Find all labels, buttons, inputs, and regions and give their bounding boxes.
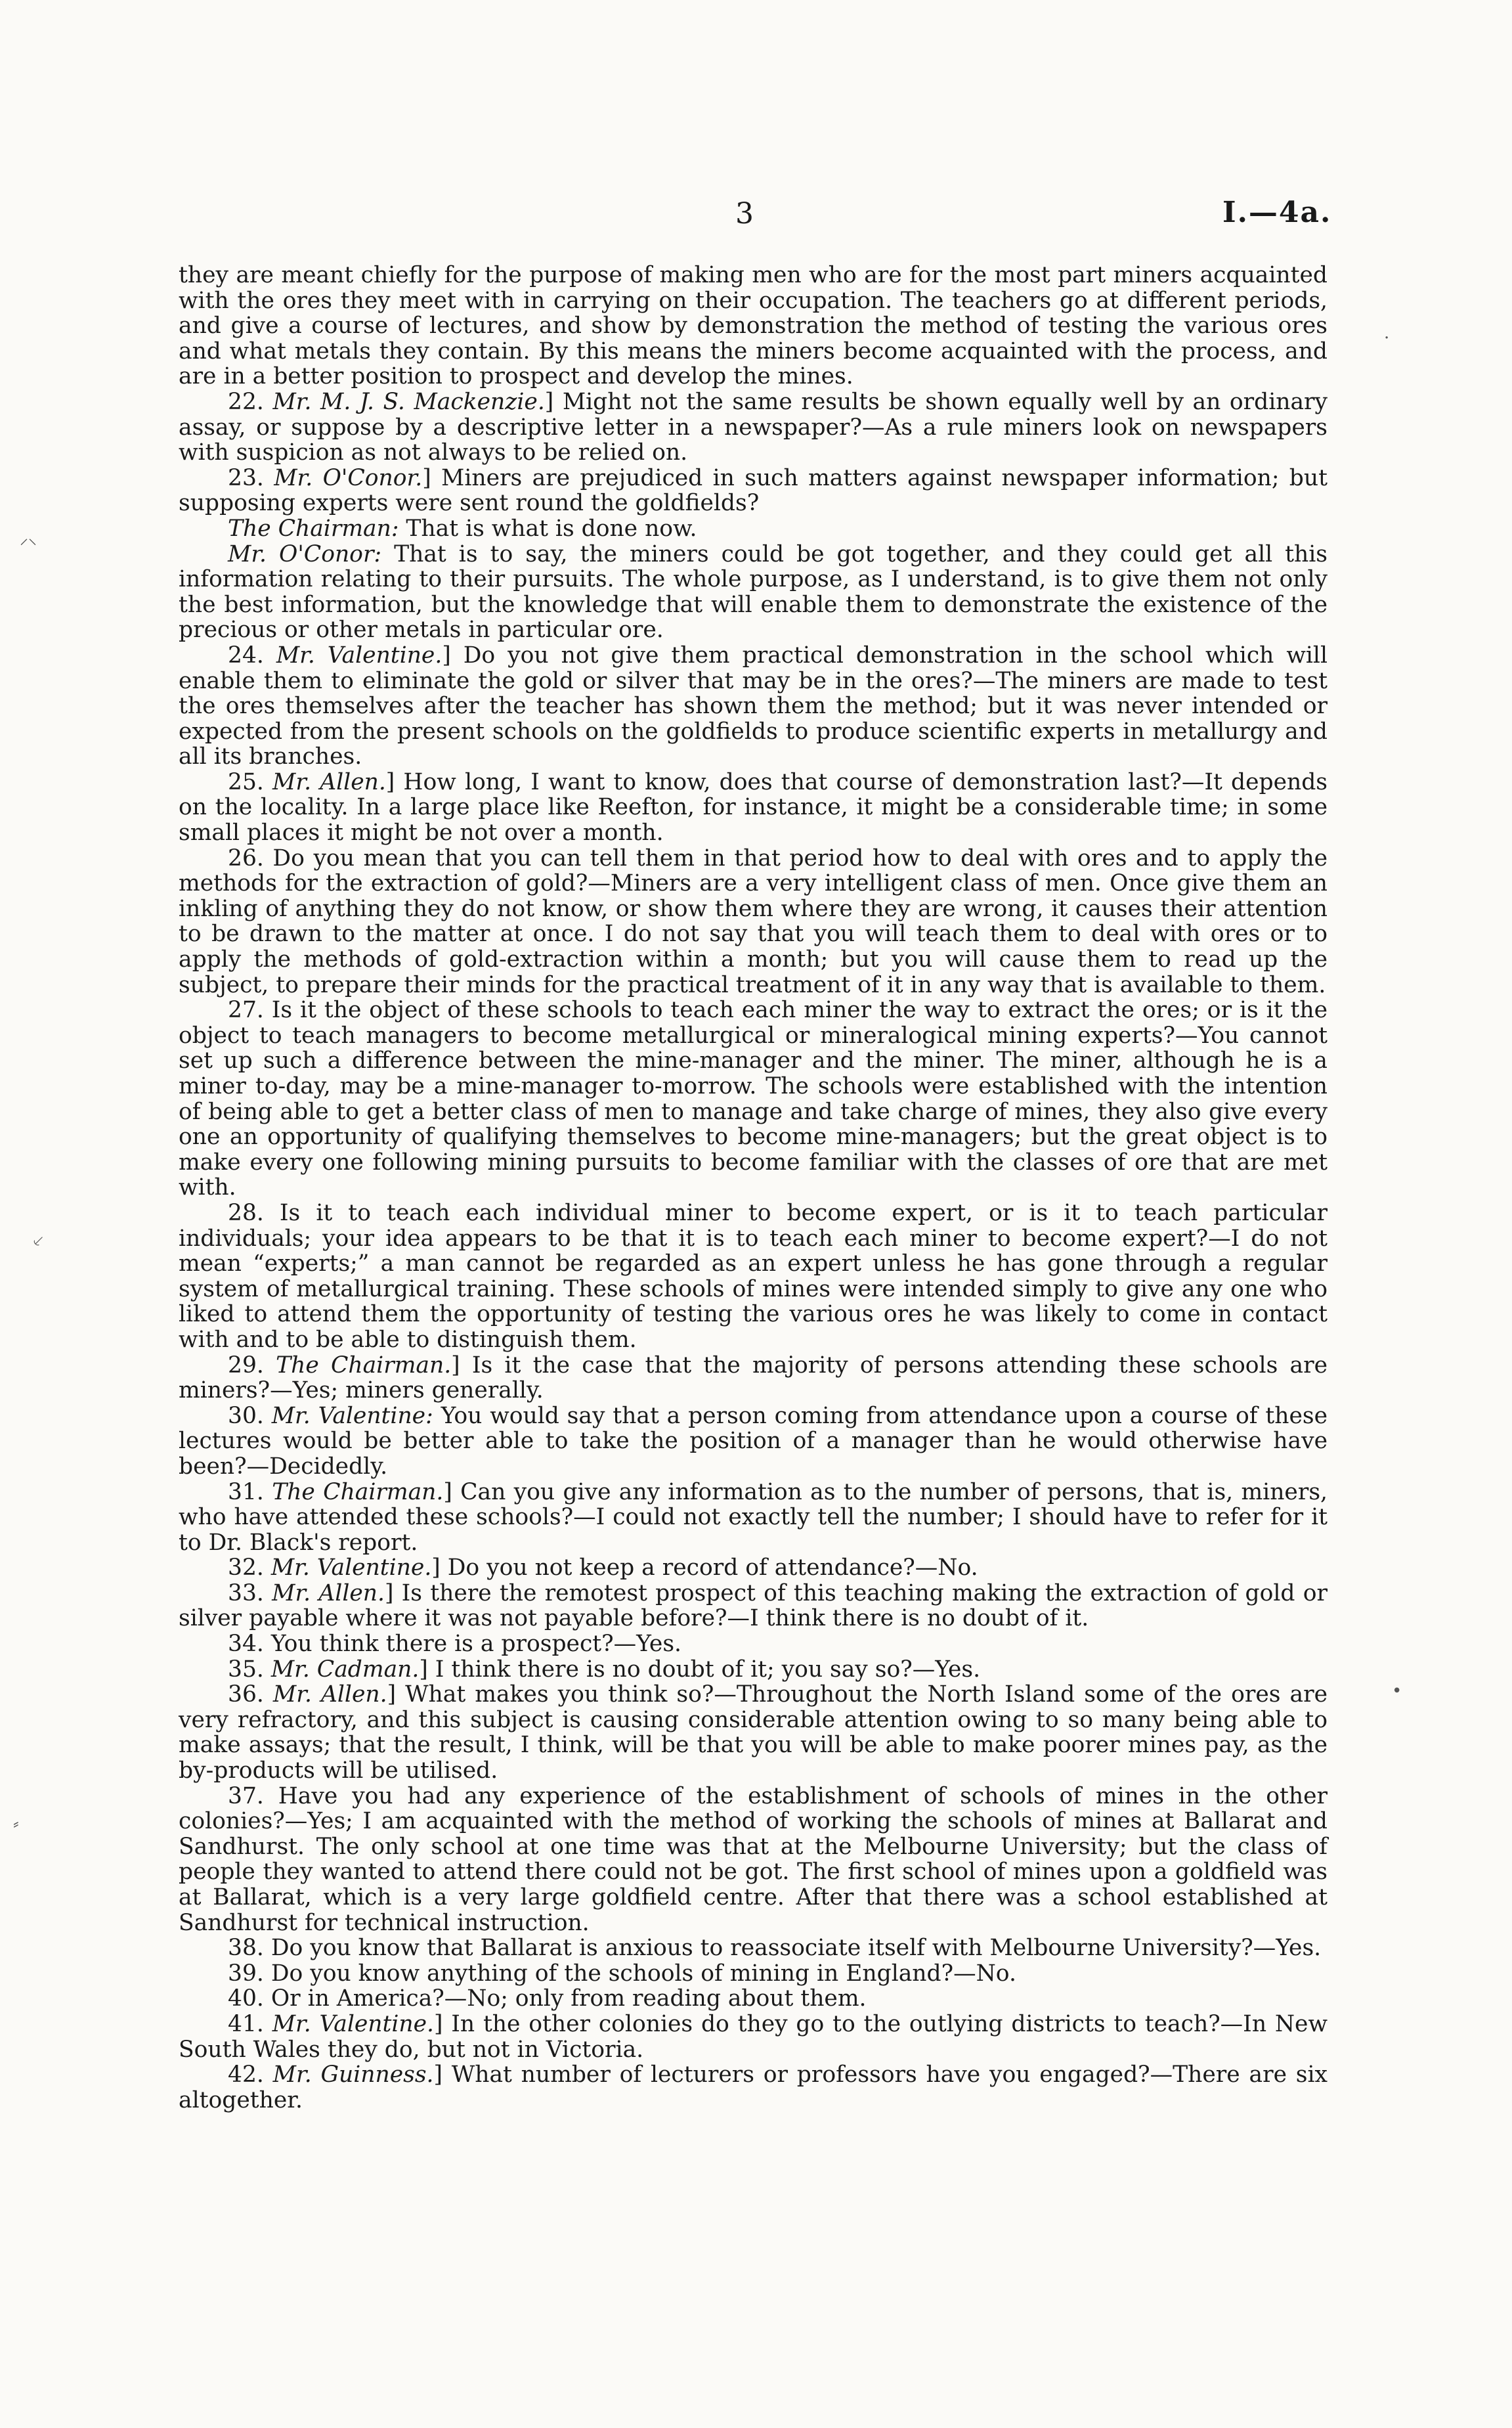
paragraph-text: 24. — [228, 642, 276, 669]
paragraph-text: ] Is it the case that the majority of persons attending these schools are miners?—Yes; miners generally. — [179, 1352, 1328, 1404]
paragraph-text: 35. — [228, 1656, 271, 1683]
paragraph-text: ] Is there the remotest prospect of this teaching making the extraction of gold or silver payable where it was not payable before?—I think there is no doubt of it. — [179, 1579, 1328, 1632]
speaker-name: Mr. Cadman. — [270, 1656, 420, 1683]
paragraph-text: ] Do you not keep a record of attendance?—No. — [431, 1555, 978, 1581]
speaker-name: Mr. Valentine. — [276, 642, 443, 669]
paragraph-text: 27. Is it the object of these schools to teach each miner the way to extract the ores; or is it the object to teach managers to become metallurgical or mineralogical mining experts?—You cannot set up such a difference between the mine-manager and the miner. The miner, although he is a miner to-day, may be a mine-manager to-morrow. The schools were established with the intention of being able to get a better class of men to manage and take charge of mines, they also give every one an opportunity of qualifying themselves to become mine-managers; but the great object is to make every one following mining pursuits to become familiar with the classes of ore that are met with. — [179, 997, 1328, 1201]
speaker-name: Mr. Allen. — [272, 1579, 385, 1606]
paragraph-text: ] I think there is no doubt of it; you say so?—Yes. — [419, 1656, 981, 1683]
testimony-paragraph — [179, 516, 1328, 542]
speaker-name: Mr. Guinness. — [272, 2062, 434, 2088]
paragraph-text: 26. Do you mean that you can tell them in that period how to deal with ores and to apply the methods for the extraction of gold?—Miners are a very intelligent class of men. Once give them an inkling of anything they do not know, or show them where they are wrong, it causes their attention to be drawn to the matter at once. I do not say that you will teach them to deal with ores or to apply the methods of gold-extraction within a month; but you will cause them to read up the subject, to prepare their minds for the practical treatment of it in any way that is available to them. — [179, 845, 1328, 998]
speaker-name: The Chairman. — [276, 1352, 452, 1379]
testimony-paragraph — [179, 1784, 1328, 1936]
speaker-name: Mr. Valentine: — [271, 1402, 433, 1429]
testimony-paragraph — [179, 846, 1328, 998]
testimony-paragraph — [179, 1353, 1328, 1403]
paragraph-text: That is to say, the miners could be got together, and they could get all this information relating to their pursuits. The whole purpose, as I understand, is to give them not only the best information, but the knowledge that will enable them to demonstrate the existence of the precious or other metals in particular ore. — [179, 541, 1328, 644]
testimony-paragraph — [179, 2012, 1328, 2062]
paragraph-text: You would say that a person coming from attendance upon a course of these lectures would be better able to take the position of a manager than he would otherwise have been?—Decidedly. — [179, 1402, 1328, 1480]
testimony-paragraph — [179, 263, 1328, 389]
paragraph-text: ] Do you not give them practical demonstration in the school which will enable them to eliminate the gold or silver that may be in the ores?—The miners are made to test the ores themselves after the teacher has shown them the method; but it was never intended or expected from the present schools on the goldfields to produce scientific experts in metallurgy and all its branches. — [179, 642, 1328, 770]
speaker-name: The Chairman: — [228, 515, 399, 542]
speaker-name: Mr. O'Conor. — [274, 464, 423, 491]
testimony-paragraph — [179, 1986, 1328, 2012]
testimony-paragraph — [179, 998, 1328, 1201]
margin-mark-3: ⸗ — [13, 1814, 19, 1834]
testimony-paragraph — [179, 1201, 1328, 1353]
margin-mark-5: • — [1392, 1681, 1402, 1701]
testimony-paragraph — [179, 1961, 1328, 1987]
testimony-paragraph — [179, 542, 1328, 643]
paragraph-text: 39. Do you know anything of the schools of mining in England?—No. — [228, 1960, 1016, 1987]
testimony-paragraph — [179, 389, 1328, 466]
speaker-name: Mr. Allen. — [272, 1681, 387, 1708]
paragraph-text: ] How long, I want to know, does that course of demonstration last?—It depends on the locality. In a large place like Reefton, for instance, it might be a considerable time; in some small places it might be not over a month. — [179, 768, 1328, 847]
paragraph-text: 42. — [228, 2062, 273, 2088]
paragraph-text: 33. — [228, 1579, 272, 1606]
paragraph-text: 36. — [228, 1681, 273, 1708]
speaker-name: Mr. Valentine. — [270, 1555, 432, 1581]
testimony-paragraph — [179, 1935, 1328, 1961]
paragraph-text: 41. — [228, 2010, 272, 2037]
paragraph-text: 25. — [228, 768, 273, 795]
paragraph-text: 32. — [228, 1555, 271, 1581]
paragraph-text: they are meant chiefly for the purpose of making men who are for the most part miners acquainted with the ores they meet with in carrying on their occupation. The teachers go at different periods, and give a course of lectures, and show by demonstration the method of testing the various ores and what metals they contain. By this means the miners become acquainted with the process, and are in a better position to prospect and develop the mines. — [179, 262, 1328, 390]
paragraph-text: ] What number of lecturers or professors have you engaged?—There are six altogether. — [179, 2062, 1328, 2113]
paragraph-text: 37. Have you had any experience of the establishment of schools of mines in the other colonies?—Yes; I am acquainted with the method of working the schools of mines at Ballarat and Sandhurst. The only school at one time was that at the Melbourne University; but the class of people they wanted to attend there could not be got. The first school of mines upon a goldfield was at Ballarat, which is a very large goldfield centre. After that there was a school established at Sandhurst for technical instruction. — [179, 1782, 1328, 1936]
testimony-paragraph — [179, 466, 1328, 516]
paragraph-text: 38. Do you know that Ballarat is anxious to reassociate itself with Melbourne University?—Yes. — [228, 1935, 1322, 1962]
testimony-paragraph — [179, 1403, 1328, 1480]
paragraph-text: 29. — [228, 1352, 276, 1379]
testimony-paragraph — [179, 1480, 1328, 1556]
paragraph-text: 40. Or in America?—No; only from reading about them. — [228, 1985, 867, 2012]
speaker-name: Mr. M. J. S. Mackenzie. — [272, 388, 545, 415]
paragraph-text: ] Miners are prejudiced in such matters against newspaper information; but supposing experts were sent round the goldfields? — [179, 464, 1328, 517]
testimony-paragraph — [179, 2062, 1328, 2113]
testimony-paragraph — [179, 1631, 1328, 1657]
paragraph-text: ] Can you give any information as to the number of persons, that is, miners, who have attended these schools?—I could not exactly tell the number; I should have to refer for it to Dr. Black's report. — [179, 1478, 1328, 1556]
paragraph-text: 22. — [228, 388, 273, 415]
testimony-paragraph — [179, 1657, 1328, 1683]
testimony-paragraph — [179, 643, 1328, 770]
paper-reference: I.—4a. — [1222, 196, 1332, 229]
testimony-paragraph — [179, 1555, 1328, 1581]
paragraph-text: ] Might not the same results be shown equally well by an ordinary assay, or suppose by a descriptive letter in a newspaper?—As a rule miners look on newspapers with suspicion as not always to be relied on. — [179, 388, 1328, 466]
testimony-paragraph — [179, 1581, 1328, 1631]
testimony-paragraph — [179, 1682, 1328, 1783]
paragraph-text: 23. — [228, 464, 274, 491]
speaker-name: The Chairman. — [272, 1478, 444, 1505]
paragraph-text: ] In the other colonies do they go to the outlying districts to teach?—In New South Wales they do, but not in Victoria. — [179, 2010, 1328, 2063]
margin-mark-2: ⸔ — [32, 1231, 45, 1251]
paragraph-text: 31. — [228, 1478, 272, 1505]
margin-mark-4: · — [1384, 328, 1390, 348]
testimony-body — [179, 263, 1328, 2113]
paragraph-text: That is what is done now. — [399, 515, 697, 542]
speaker-name: Mr. O'Conor: — [228, 541, 382, 567]
paragraph-text: 30. — [228, 1402, 272, 1429]
page-number: 3 — [735, 197, 754, 231]
paragraph-text: ] What makes you think so?—Throughout the North Island some of the ores are very refractory, and this subject is causing considerable attention owing to so many being able to make assays; that the result, I think, will be that you will be able to make poorer mines pay, as the by-products will be utilised. — [179, 1681, 1328, 1784]
paragraph-text: 28. Is it to teach each individual miner to become expert, or is it to teach particular individuals; your idea appears to be that it is to teach each miner to become expert?—I do not mean “experts;” a man cannot be regarded as an expert unless he has gone through a regular system of metallurgical training. These schools of mines were intended simply to give any one who liked to attend them the opportunity of testing the various ores he was likely to come in contact with and to be able to distinguish them. — [179, 1199, 1328, 1353]
speaker-name: Mr. Allen. — [272, 768, 386, 795]
paragraph-text: 34. You think there is a prospect?—Yes. — [228, 1631, 681, 1658]
testimony-paragraph — [179, 770, 1328, 846]
margin-mark-1: ⸝⸜ — [20, 529, 37, 548]
speaker-name: Mr. Valentine. — [272, 2010, 434, 2037]
